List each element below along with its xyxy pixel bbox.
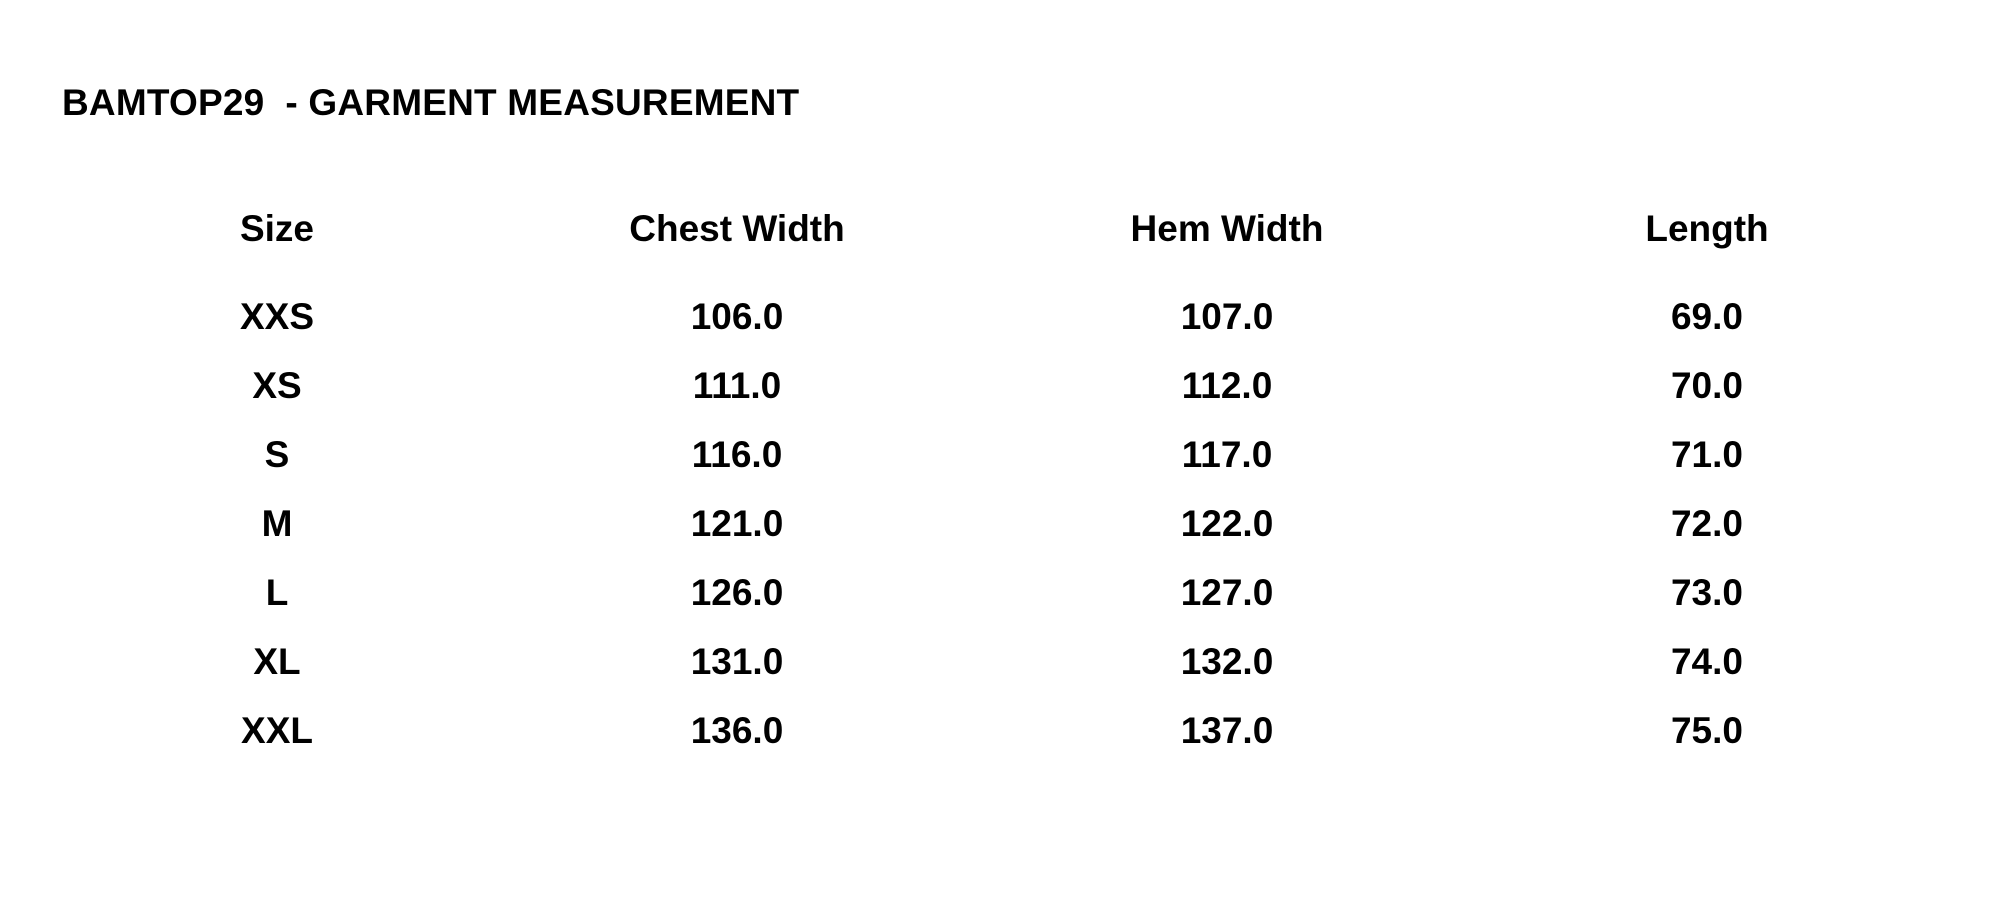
- cell-hem-width: 107.0: [1180, 295, 1274, 337]
- cell-size: XS: [252, 364, 302, 406]
- cell-chest-width: 131.0: [690, 640, 784, 682]
- cell-size: L: [265, 571, 289, 613]
- cell-size: XXS: [239, 295, 315, 337]
- garment-measurement-table: [62, 190, 1942, 765]
- table-row: [62, 489, 1942, 558]
- table-row: [62, 420, 1942, 489]
- cell-chest-width: 126.0: [690, 571, 784, 613]
- table-header-row: [62, 190, 1942, 268]
- table-row: [62, 696, 1942, 765]
- cell-chest-width: 136.0: [690, 709, 784, 751]
- table-row: [62, 351, 1942, 420]
- cell-size: XXL: [241, 709, 313, 751]
- cell-chest-width: 111.0: [692, 364, 782, 406]
- cell-hem-width: 122.0: [1180, 502, 1274, 544]
- cell-hem-width: 137.0: [1180, 709, 1274, 751]
- cell-chest-width: 106.0: [690, 295, 784, 337]
- column-header-length: Length: [1645, 208, 1769, 249]
- cell-length: 74.0: [1670, 640, 1743, 682]
- cell-chest-width: 121.0: [690, 502, 784, 544]
- cell-length: 72.0: [1670, 502, 1743, 544]
- column-header-chest-width: Chest Width: [629, 208, 845, 249]
- cell-length: 75.0: [1670, 709, 1743, 751]
- cell-hem-width: 112.0: [1181, 364, 1273, 406]
- cell-size: S: [264, 433, 290, 475]
- cell-size: M: [261, 502, 293, 544]
- column-header-size: Size: [239, 208, 315, 249]
- table-row: [62, 558, 1942, 627]
- column-header-hem-width: Hem Width: [1130, 208, 1324, 249]
- cell-hem-width: 127.0: [1180, 571, 1274, 613]
- table-row: [62, 268, 1942, 351]
- cell-chest-width: 116.0: [691, 433, 783, 475]
- table-row: [62, 627, 1942, 696]
- cell-length: 71.0: [1670, 433, 1743, 475]
- cell-length: 70.0: [1670, 364, 1743, 406]
- cell-hem-width: 132.0: [1180, 640, 1274, 682]
- page-title: BAMTOP29 - GARMENT MEASUREMENT: [62, 82, 800, 123]
- cell-length: 69.0: [1670, 295, 1743, 337]
- cell-length: 73.0: [1670, 571, 1743, 613]
- cell-hem-width: 117.0: [1181, 433, 1273, 475]
- cell-size: XL: [253, 640, 301, 682]
